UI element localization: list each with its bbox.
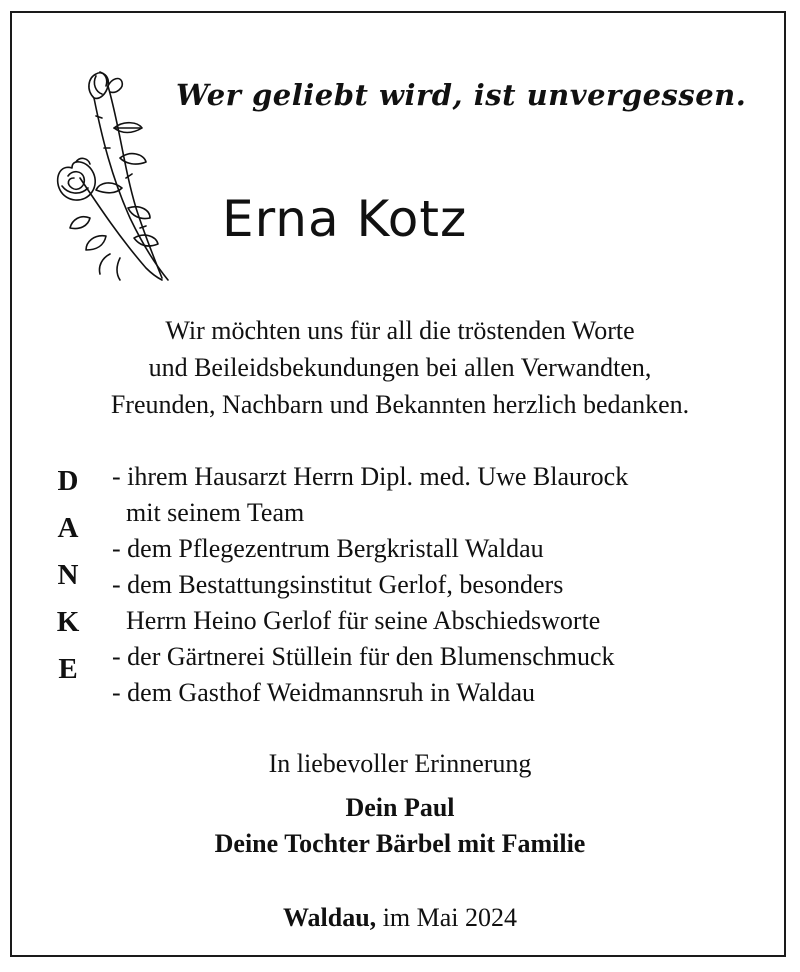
thanks-list [112,459,628,711]
danke-letter: A [57,512,79,544]
thanks-list-item: - dem Bestattungsinstitut Gerlof, besonders [112,570,564,599]
danke-letter: K [56,606,80,638]
rose-icon [50,68,178,286]
danke-letter: N [57,559,79,591]
thanks-list-item: - der Gärtnerei Stüllein für den Blumenschmuck [112,642,615,671]
place-city: Waldau, [282,903,377,932]
danke-acrostic [44,458,92,693]
signer: Dein Paul [345,793,455,822]
signer: Deine Tochter Bärbel mit Familie [214,829,586,858]
deceased-name: Erna Kotz [222,190,468,248]
thanks-list-item: - dem Gasthof Weidmannsruh in Waldau [112,678,536,707]
thanks-line: Wir möchten uns für all die tröstenden Worte [165,316,635,345]
thanks-list-item: Herrn Heino Gerlof für seine Abschiedsworte [126,606,601,635]
place-date [0,900,800,936]
thanks-list-item: - ihrem Hausarzt Herrn Dipl. med. Uwe Blaurock [112,462,629,491]
signers [0,790,800,862]
motto: Wer geliebt wird, ist unvergessen. [176,78,747,112]
danke-letter: D [57,465,79,497]
thanks-paragraph [0,312,800,423]
thanks-line: und Beileidsbekundungen bei allen Verwandten, [148,353,652,382]
thanks-list-item: - dem Pflegezentrum Bergkristall Waldau [112,534,544,563]
memory-line: In liebevoller Erinnerung [268,749,532,778]
place-date-text: im Mai 2024 [376,903,518,932]
danke-letter: E [58,653,78,685]
thanks-line: Freunden, Nachbarn und Bekannten herzlich bedanken. [110,390,690,419]
thanks-list-item: mit seinem Team [126,498,305,527]
